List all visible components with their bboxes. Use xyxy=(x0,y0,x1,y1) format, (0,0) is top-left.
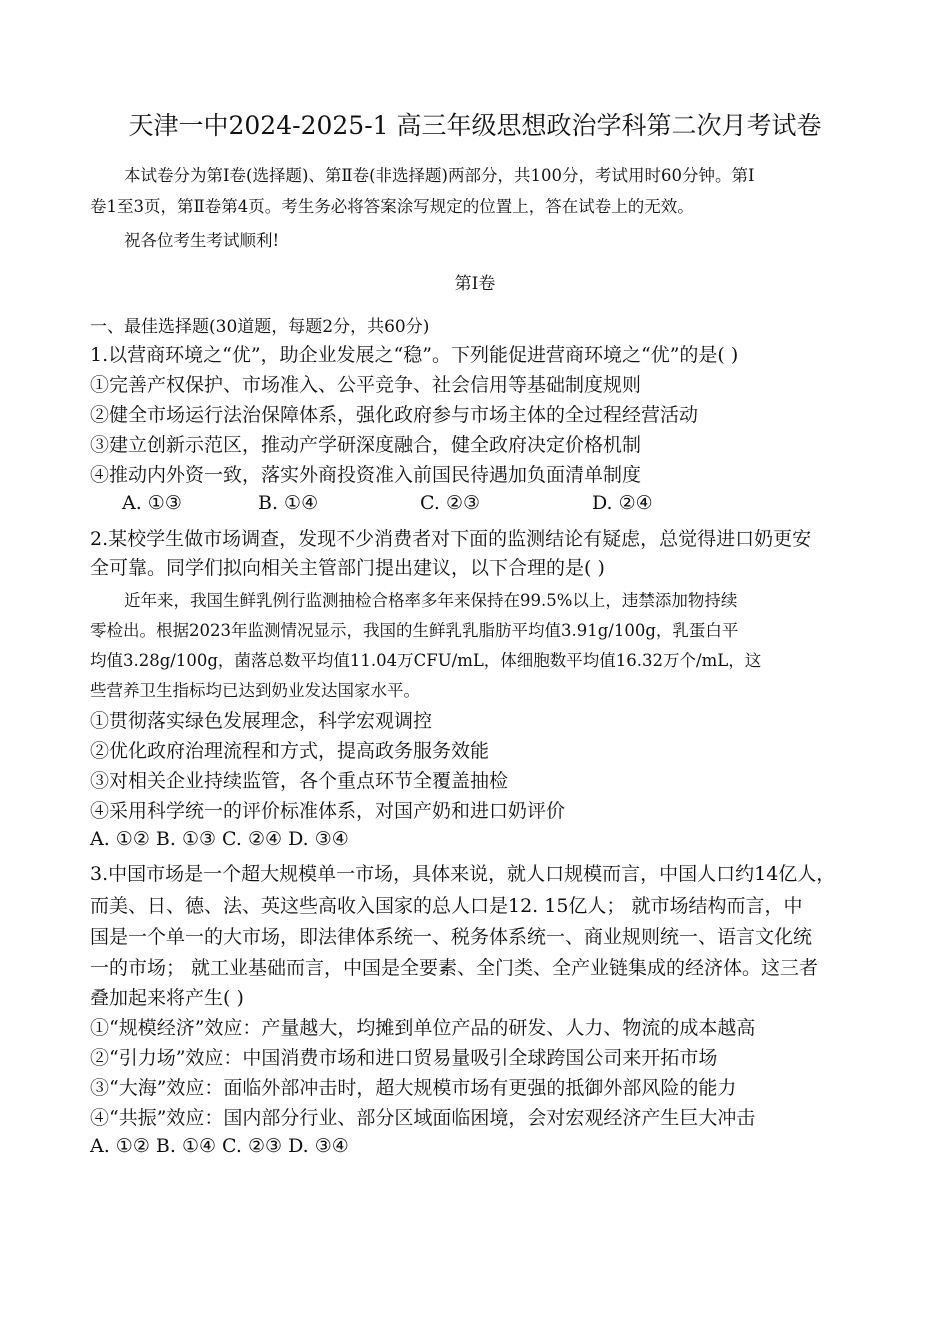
q2-item-4: ④采用科学统一的评价标准体系，对国产奶和进口奶评价 xyxy=(90,800,566,822)
q2-stem-1: 2.某校学生做市场调查，发现不少消费者对下面的监测结论有疑虑，总觉得进口奶更安 xyxy=(90,528,812,550)
q1-stem: 1.以营商环境之“优”，助企业发展之“稳”。下列能促进营商环境之“优”的是( ) xyxy=(90,344,739,366)
intro-wish: 祝各位考生考试顺利! xyxy=(124,231,280,250)
section-heading: 一、最佳选择题(30道题，每题2分，共60分) xyxy=(90,317,430,337)
q1-choice-c: C. ②③ xyxy=(420,492,481,514)
q1-item-1: ①完善产权保护、市场准入、公平竞争、社会信用等基础制度规则 xyxy=(90,374,642,396)
q1-choice-a: A. ①③ xyxy=(122,492,182,514)
q3-stem-5: 叠加起来将产生( ) xyxy=(90,987,244,1009)
q3-item-2: ②“引力场”效应：中国消费市场和进口贸易量吸引全球跨国公司来开拓市场 xyxy=(90,1047,718,1069)
q2-item-3: ③对相关企业持续监管，各个重点环节全覆盖抽检 xyxy=(90,770,509,792)
q1-choice-b: B. ①④ xyxy=(258,492,319,514)
q2-item-1: ①贯彻落实绿色发展理念，科学宏观调控 xyxy=(90,710,433,732)
q2-material-4: 些营养卫生指标均已达到奶业发达国家水平。 xyxy=(90,681,420,700)
q1-choice-d: D. ②④ xyxy=(592,492,653,514)
q3-stem-3: 国是一个单一的大市场，即法律体系统一、税务体系统一、商业规则统一、语言文化统 xyxy=(90,926,813,948)
q3-item-3: ③“大海”效应：面临外部冲击时，超大规模市场有更强的抵御外部风险的能力 xyxy=(90,1077,737,1099)
q2-material-3: 均值3.28g/100g，菌落总数平均值11.04万CFU/mL，体细胞数平均值16.32万个/mL，这 xyxy=(90,651,762,670)
q2-material-1: 近年来，我国生鲜乳例行监测抽检合格率多年来保持在99.5%以上，违禁添加物持续 xyxy=(124,591,738,610)
exam-title: 天津一中2024-2025-1 高三年级思想政治学科第二次月考试卷 xyxy=(128,111,822,140)
q3-stem-2: 而美、日、德、法、英这些高收入国家的总人口是12. 15亿人； 就市场结构而言，中 xyxy=(90,895,803,917)
q2-choices: A. ①② B. ①③ C. ②④ D. ③④ xyxy=(90,828,349,850)
q3-stem-1: 3.中国市场是一个超大规模单一市场，具体来说，就人口规模而言，中国人口约14亿人， xyxy=(90,863,836,885)
q3-stem-4: 一的市场； 就工业基础而言，中国是全要素、全门类、全产业链集成的经济体。这三者 xyxy=(90,957,819,979)
q3-choices: A. ①② B. ①④ C. ②③ D. ③④ xyxy=(90,1135,349,1157)
q2-material-2: 零检出。根据2023年监测情况显示，我国的生鲜乳乳脂肪平均值3.91g/100g，乳蛋白平 xyxy=(90,621,739,640)
intro-line-1: 本试卷分为第Ⅰ卷(选择题)、第Ⅱ卷(非选择题)两部分，共100分，考试用时60分钟。第Ⅰ xyxy=(124,166,755,185)
volume-title: 第Ⅰ卷 xyxy=(454,274,496,294)
q3-item-1: ①“规模经济”效应：产量越大，均摊到单位产品的研发、人力、物流的成本越高 xyxy=(90,1017,756,1039)
q1-item-4: ④推动内外资一致，落实外商投资准入前国民待遇加负面清单制度 xyxy=(90,464,642,486)
intro-line-2: 卷1至3页，第Ⅱ卷第4页。考生务必将答案涂写规定的位置上，答在试卷上的无效。 xyxy=(90,197,694,216)
q3-item-4: ④“共振”效应：国内部分行业、部分区域面临困境，会对宏观经济产生巨大冲击 xyxy=(90,1107,756,1129)
q2-stem-2: 全可靠。同学们拟向相关主管部门提出建议，以下合理的是( ) xyxy=(90,557,605,579)
q1-item-3: ③建立创新示范区，推动产学研深度融合，健全政府决定价格机制 xyxy=(90,434,642,456)
q1-item-2: ②健全市场运行法治保障体系，强化政府参与市场主体的全过程经营活动 xyxy=(90,404,699,426)
q2-item-2: ②优化政府治理流程和方式，提高政务服务效能 xyxy=(90,740,490,762)
